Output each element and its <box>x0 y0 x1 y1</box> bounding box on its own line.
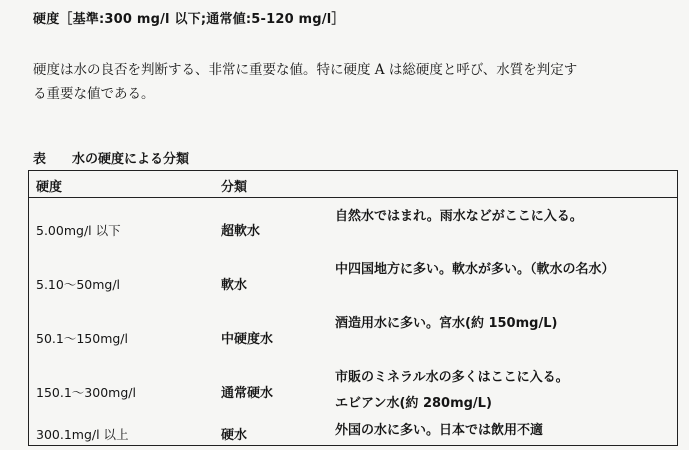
header-hardness: 硬度 <box>36 180 63 195</box>
header-classification: 分類 <box>221 180 248 195</box>
row-2-range: 5.10～50mg/l <box>36 277 121 292</box>
description-paragraph <box>33 58 668 106</box>
row-2-class: 軟水 <box>221 278 248 293</box>
row-4-class: 通常硬水 <box>221 386 274 401</box>
row-3-desc: 酒造用水に多い。宮水(約 150mg/L) <box>335 316 558 331</box>
row-4-range: 150.1～300mg/l <box>36 385 136 400</box>
table-header-row <box>29 171 677 198</box>
paragraph-line-1: 硬度は水の良否を判断する、非常に重要な値。特に硬度 A は総硬度と呼び、水質を判定す <box>33 62 578 78</box>
row-3-class: 中硬度水 <box>221 332 274 347</box>
hardness-table <box>28 170 678 446</box>
row-5-range: 300.1mg/l 以上 <box>36 427 129 442</box>
paragraph-line-2: る重要な値である。 <box>33 86 155 102</box>
table-label: 表 <box>33 152 47 167</box>
row-3-range: 50.1～150mg/l <box>36 331 128 346</box>
row-4-desc-line-1: 市販のミネラル水の多くはここに入る。 <box>335 370 569 385</box>
row-5-desc: 外国の水に多い。日本では飲用不適 <box>335 423 544 438</box>
table-title: 水の硬度による分類 <box>72 152 190 167</box>
row-4-desc-line-2: エビアン水(約 280mg/L) <box>335 396 492 411</box>
row-5-class: 硬水 <box>221 428 248 443</box>
table-caption <box>33 148 189 167</box>
row-2-desc: 中四国地方に多い。軟水が多い。（軟水の名水） <box>335 262 615 277</box>
row-1-range: 5.00mg/l 以下 <box>36 223 121 238</box>
row-1-desc: 自然水ではまれ。雨水などがここに入る。 <box>335 209 583 224</box>
row-1-class: 超軟水 <box>221 224 261 239</box>
section-heading: 硬度［基準:300 mg/l 以下;通常値:5-120 mg/l］ <box>33 12 345 27</box>
